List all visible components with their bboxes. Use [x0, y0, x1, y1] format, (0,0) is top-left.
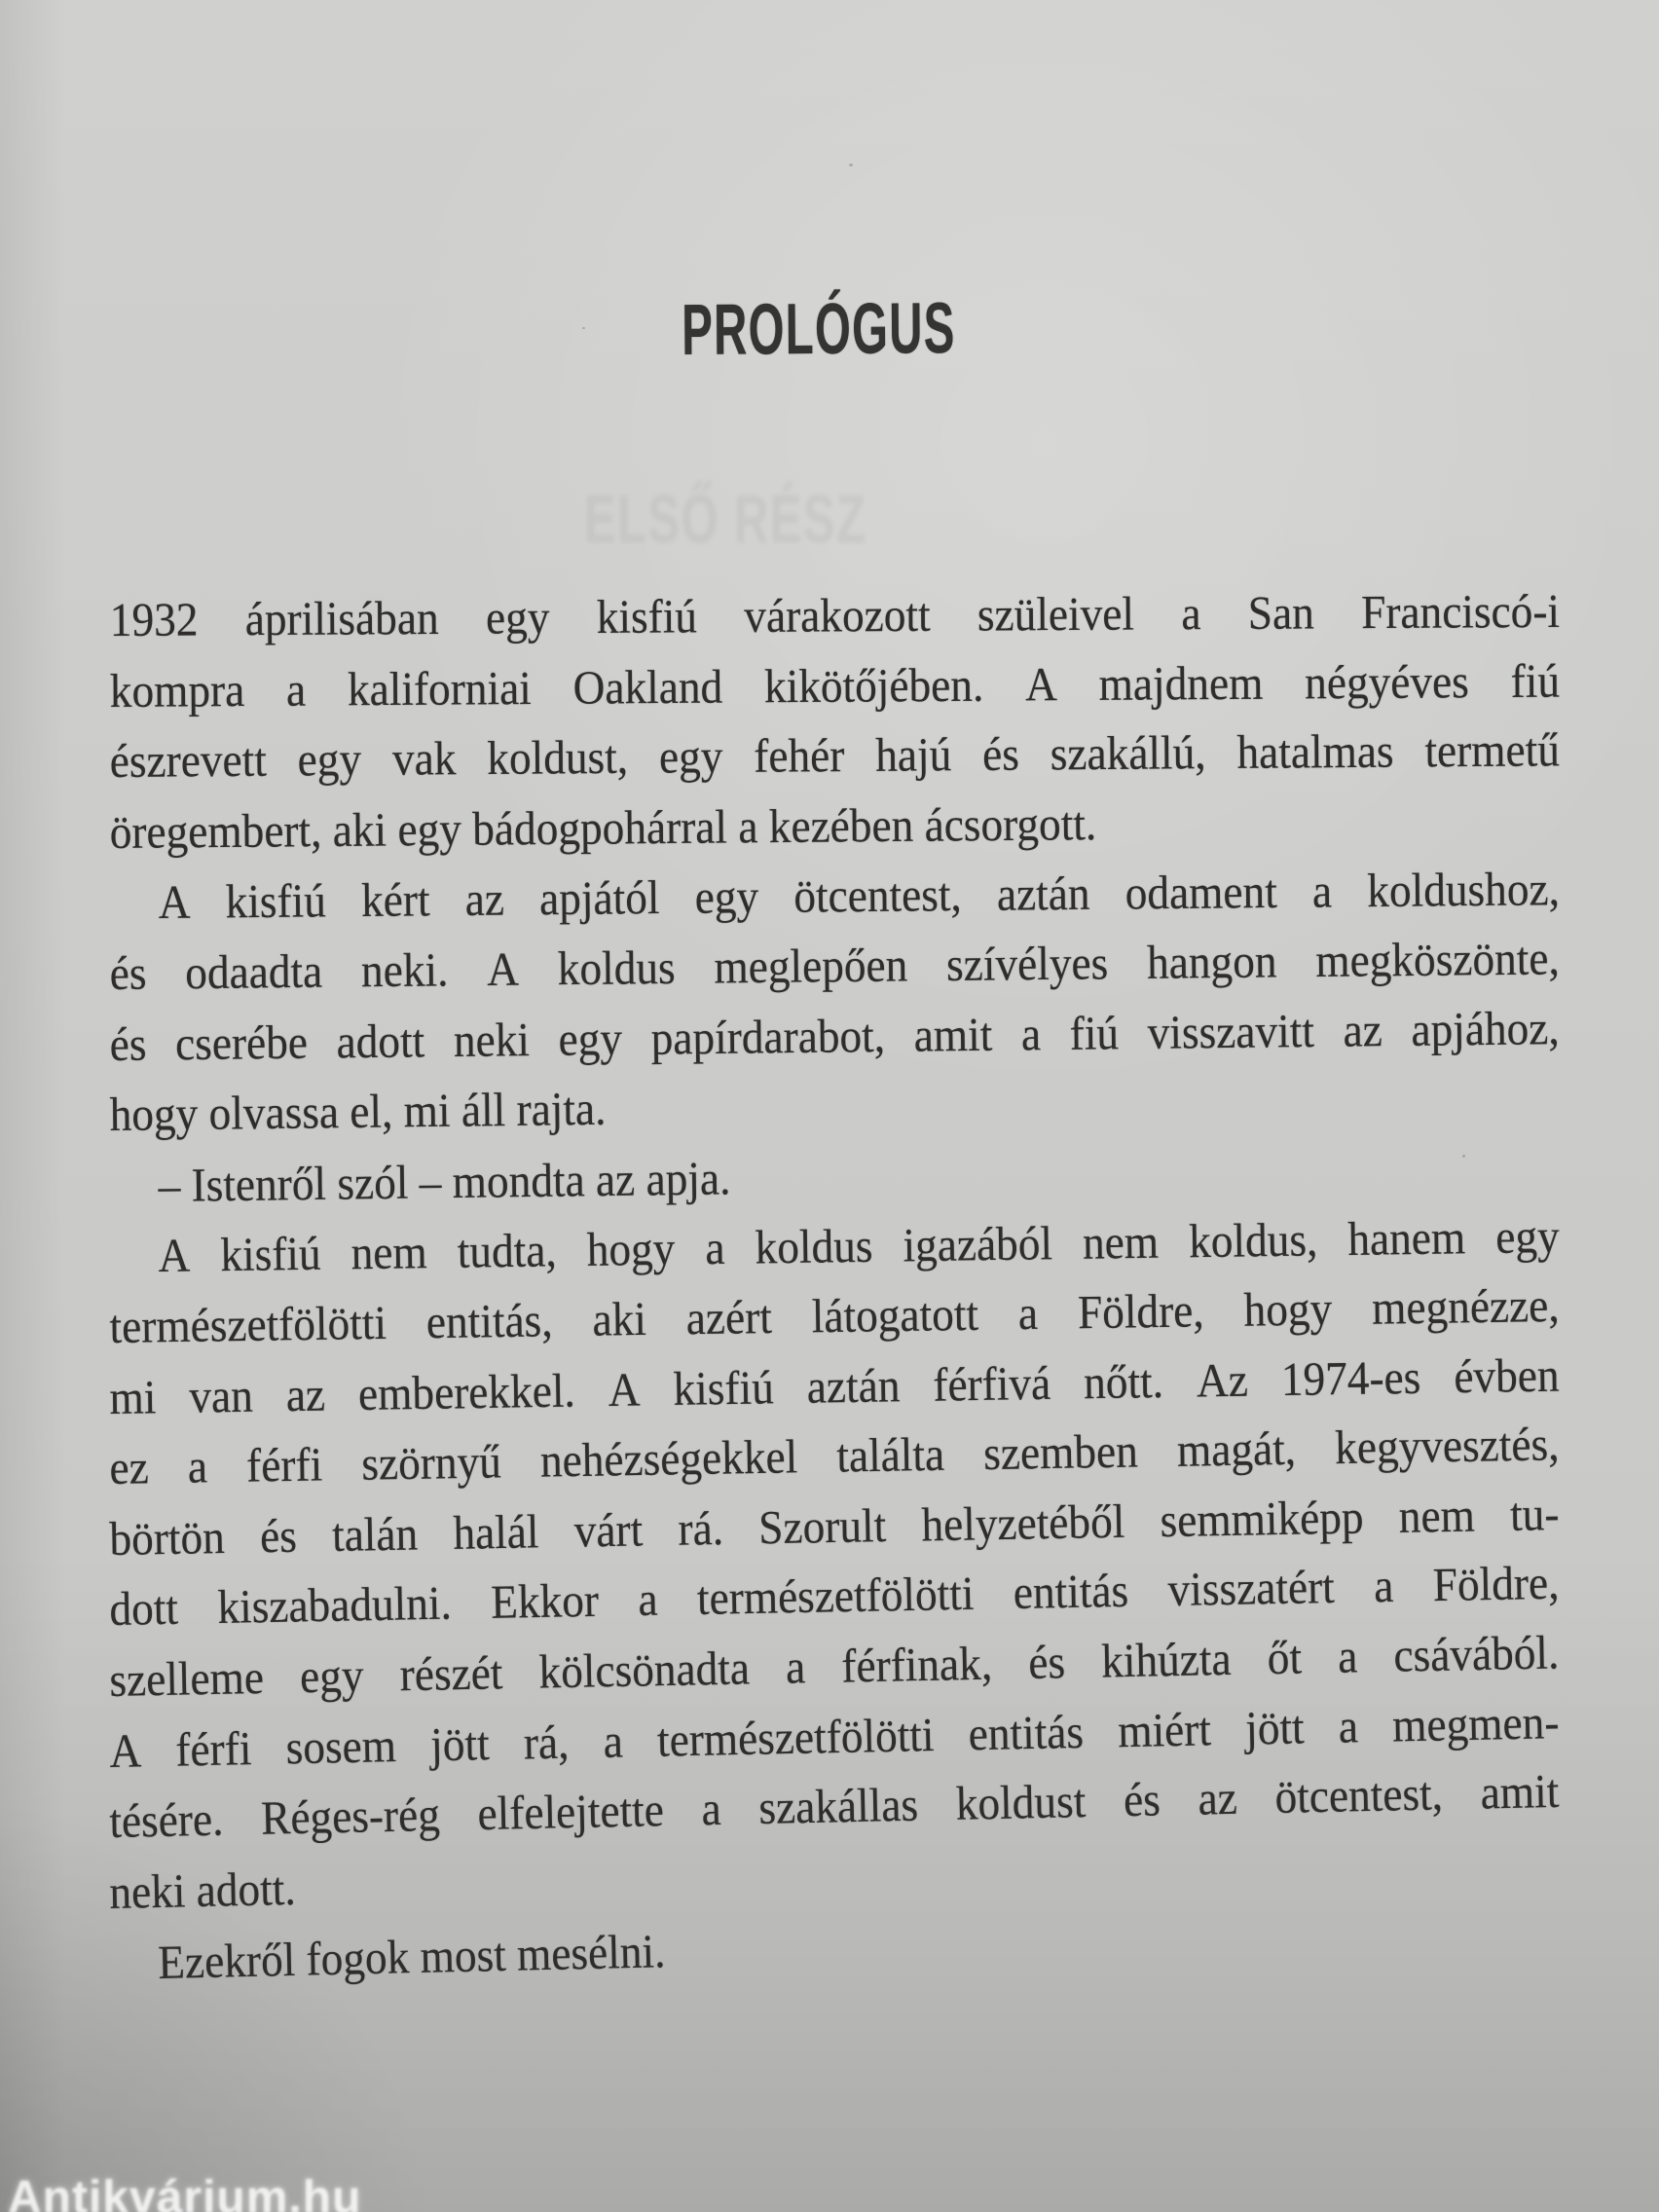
word: halál [452, 1504, 539, 1560]
text-line [110, 720, 1561, 791]
word: Az [1196, 1352, 1249, 1408]
text-line [158, 1207, 1560, 1285]
word: aki [592, 1291, 647, 1346]
text-line: Ezekről fogok most mesélni. [157, 1924, 666, 1990]
text-line: neki adott. [108, 1861, 297, 1919]
word: a [700, 1782, 722, 1836]
word: A [1024, 656, 1058, 712]
word: amit [913, 1007, 993, 1062]
word: nem [1398, 1488, 1476, 1543]
word: vak [391, 731, 457, 786]
word: ötcentest, [1273, 1766, 1444, 1825]
word: a [705, 1221, 725, 1275]
word: és [1123, 1772, 1161, 1827]
word: nem [350, 1225, 428, 1280]
word: A [158, 875, 191, 930]
word: A [486, 941, 520, 996]
text-line: öregembert, aki egy bádogpohárral a kezében ácsorgott. [109, 795, 1097, 859]
word: nehézségekkel [539, 1429, 798, 1488]
word: fehér [754, 728, 845, 783]
word: négyéves [1304, 653, 1470, 710]
word: tésére. [108, 1791, 224, 1849]
word: az [285, 1367, 326, 1421]
word: a [1020, 1006, 1042, 1060]
word: szakállas [757, 1777, 919, 1835]
word: A [608, 1362, 641, 1417]
word: aztán [806, 1357, 901, 1414]
word: Réges-rég [260, 1788, 441, 1845]
word: apjától [538, 870, 660, 926]
word: meglepően [714, 938, 908, 994]
word: a [1337, 1629, 1358, 1683]
word: van [188, 1368, 254, 1423]
word: a [187, 1439, 208, 1493]
word: férfi [245, 1437, 323, 1493]
word: koldushoz, [1367, 862, 1561, 918]
text-line [110, 582, 1561, 649]
word: a [1017, 1285, 1039, 1341]
word: egy [658, 729, 723, 784]
word: szörnyű [360, 1434, 502, 1491]
word: Ekkor [490, 1573, 600, 1630]
word: miért [1117, 1701, 1212, 1757]
word: szüleivel [977, 586, 1135, 642]
word: kompra [109, 662, 245, 718]
word: mi [109, 1369, 157, 1424]
word: 1932 [109, 592, 199, 647]
word: megnézze, [1371, 1277, 1561, 1335]
word: természetfölötti [109, 1295, 387, 1354]
word: amit [1480, 1764, 1560, 1820]
word: visszavitt [1147, 1003, 1315, 1059]
word: hogy [586, 1221, 676, 1277]
word: neki. [360, 942, 449, 998]
word: szívélyes [945, 936, 1109, 991]
word: látogatott [811, 1286, 979, 1344]
word: visszatért [1167, 1560, 1336, 1617]
word: adott [336, 1013, 425, 1068]
word: őt [1267, 1630, 1303, 1685]
word: apjához, [1411, 1000, 1560, 1056]
word: szemben [982, 1423, 1139, 1481]
word: részét [399, 1645, 503, 1702]
word: Franciscó-i [1360, 583, 1561, 640]
word: koldust [955, 1774, 1087, 1830]
word: és [109, 945, 147, 1001]
word: termetű [1424, 722, 1561, 778]
word: A [108, 1722, 142, 1778]
text-line [109, 1554, 1560, 1639]
word: sosem [285, 1717, 397, 1774]
word: börtön [108, 1509, 226, 1566]
word: és [109, 1016, 147, 1071]
word: Földre, [1077, 1283, 1205, 1340]
word: egy [297, 732, 362, 787]
word: Oakland [572, 659, 723, 715]
word: hajú [875, 727, 952, 783]
word: odaadta [184, 943, 323, 1000]
chapter-title: PROLÓGUS [681, 287, 956, 370]
word: entitás, [425, 1293, 553, 1349]
word: magát, [1176, 1420, 1297, 1478]
word: kikötőjében. [763, 657, 984, 713]
word: a [785, 1640, 806, 1694]
word: Földre, [1432, 1556, 1560, 1612]
word: tu- [1509, 1486, 1560, 1541]
word: a [1181, 586, 1201, 641]
word: férfinak, [840, 1636, 993, 1693]
text-line [109, 1416, 1560, 1498]
word: a [1373, 1559, 1394, 1613]
word: koldus, [1188, 1212, 1318, 1269]
word: kisfiú [219, 1227, 321, 1282]
word: kisfiú [225, 873, 327, 929]
word: és [259, 1508, 298, 1564]
word: kaliforniai [347, 660, 532, 716]
antikvarium-watermark: Antikvárium.hu [8, 2172, 362, 2212]
word: jött [429, 1715, 491, 1771]
word: a [285, 662, 307, 717]
word: szelleme [108, 1649, 265, 1708]
word: jött [1244, 1699, 1306, 1755]
word: férfivá [932, 1355, 1051, 1412]
word: és [981, 726, 1020, 782]
word: szakállú, [1050, 725, 1206, 781]
word: hanem [1346, 1210, 1466, 1267]
word: kihúzta [1100, 1631, 1233, 1688]
word: koldust, [487, 730, 629, 786]
word: elfelejtette [477, 1783, 665, 1841]
word: a [637, 1572, 659, 1627]
word: fiú [1069, 1005, 1120, 1060]
word: ez [109, 1440, 150, 1495]
word: megmen- [1391, 1694, 1560, 1752]
word: az [1343, 1002, 1383, 1057]
word: a [603, 1714, 624, 1768]
word: koldus [557, 940, 676, 996]
word: az [464, 871, 505, 927]
dust-speck [1462, 1155, 1465, 1158]
text-line [109, 929, 1560, 1003]
word: nőtt. [1083, 1353, 1164, 1409]
text-line [110, 651, 1561, 719]
dust-speck [226, 1038, 229, 1041]
text-line [109, 1276, 1560, 1356]
word: San [1247, 585, 1314, 640]
word: aztán [996, 866, 1090, 922]
word: várt [573, 1502, 644, 1558]
word: 1974-es [1280, 1349, 1421, 1406]
dust-speck [849, 164, 853, 166]
word: a [1338, 1698, 1359, 1753]
text-line: – Istenről szól – mondta az apja. [158, 1151, 731, 1212]
word: nem [1082, 1215, 1160, 1271]
word: A [158, 1228, 191, 1283]
word: találta [835, 1426, 945, 1483]
word: hogy [1243, 1281, 1333, 1337]
word: a [1311, 864, 1333, 919]
word: cserébe [174, 1014, 309, 1070]
word: áprilisában [244, 590, 439, 646]
word: az [1197, 1770, 1238, 1825]
word: majdnem [1098, 655, 1264, 711]
word: igazából [903, 1216, 1053, 1272]
word: hatalmas [1236, 723, 1394, 780]
word: papírdarabot, [650, 1008, 886, 1065]
text-line [158, 861, 1560, 933]
word: kisfiú [596, 589, 698, 644]
word: kegyvesztés, [1334, 1417, 1560, 1475]
word: rá, [523, 1714, 570, 1770]
word: kisfiú [673, 1359, 775, 1416]
word: férfi [174, 1720, 252, 1777]
word: entitás [968, 1704, 1085, 1760]
word: entitás [1013, 1564, 1129, 1620]
word: évben [1453, 1347, 1560, 1403]
show-through-part-title: ELSŐ RÉSZ [584, 481, 867, 557]
text-line: hogy olvassa el, mi áll rajta. [109, 1081, 607, 1142]
word: koldus [755, 1219, 873, 1274]
word: egy [1494, 1209, 1561, 1265]
word: semmiképp [1160, 1490, 1364, 1547]
word: csávából. [1392, 1625, 1560, 1682]
text-line [109, 1346, 1560, 1426]
word: odament [1124, 865, 1278, 920]
word: megköszönte, [1315, 931, 1561, 988]
word: észrevett [109, 732, 268, 789]
word: emberekkel. [357, 1363, 576, 1420]
word: neki [453, 1012, 531, 1067]
word: és [1027, 1635, 1066, 1689]
word: helyzetéből [920, 1493, 1125, 1552]
word: talán [331, 1506, 419, 1562]
dust-speck [582, 327, 585, 329]
word: dott [108, 1581, 179, 1637]
word: tudta, [457, 1223, 558, 1279]
word: Szorult [757, 1497, 887, 1555]
text-line [109, 1485, 1560, 1568]
text-line [109, 999, 1560, 1074]
word: azért [685, 1289, 773, 1346]
word: kért [360, 872, 430, 928]
word: fiú [1510, 653, 1561, 708]
word: egy [558, 1011, 623, 1066]
word: kiszabadulni. [216, 1575, 453, 1635]
word: ötcentest, [793, 867, 962, 924]
word: kölcsönadta [537, 1641, 751, 1699]
word: egy [485, 590, 550, 645]
word: egy [694, 869, 759, 925]
word: hangon [1146, 934, 1277, 989]
word: egy [299, 1647, 365, 1704]
word: várakozott [744, 587, 931, 644]
word: természetfölötti [656, 1707, 935, 1767]
word: természetfölötti [696, 1567, 975, 1626]
word: rá. [677, 1500, 724, 1556]
